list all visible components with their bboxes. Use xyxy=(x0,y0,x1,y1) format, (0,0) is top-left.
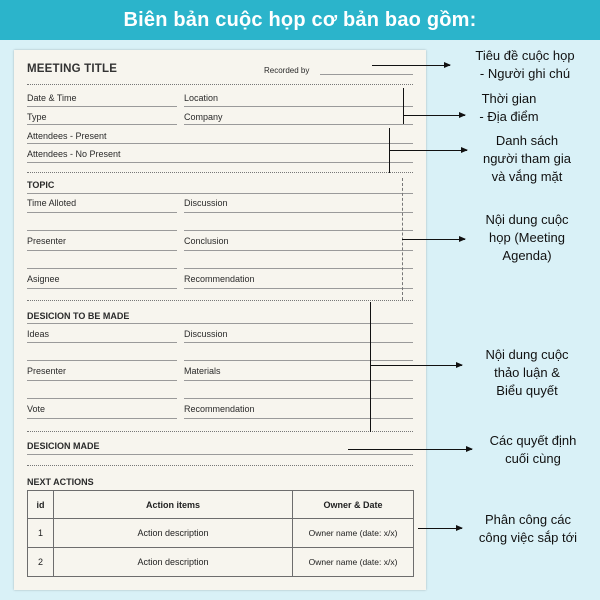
field-line xyxy=(184,342,413,343)
table-header-action-items: Action items xyxy=(54,491,293,519)
field-line xyxy=(27,360,177,361)
field-line xyxy=(27,418,177,419)
table-header-owner-date: Owner & Date xyxy=(293,491,414,519)
annotation-line: Nội dung cuộc xyxy=(485,347,569,362)
annotation-line: họp (Meeting xyxy=(489,230,565,245)
field-line xyxy=(27,162,413,163)
annotation-line: Phân công các xyxy=(484,512,571,527)
divider xyxy=(27,431,413,432)
time-alloted-label: Time Alloted xyxy=(27,198,77,208)
field-line xyxy=(184,230,413,231)
field-line xyxy=(184,288,413,289)
topic-heading: TOPIC xyxy=(27,180,55,190)
annotation-agenda xyxy=(462,211,592,265)
field-line xyxy=(27,212,177,213)
field-line xyxy=(27,143,413,144)
recorded-by-line xyxy=(320,74,413,75)
field-line xyxy=(27,268,177,269)
arrow-agenda xyxy=(402,239,465,240)
annotation-line: và vắng mặt xyxy=(491,169,563,184)
decision-to-be-made-heading: DESICION TO BE MADE xyxy=(27,311,130,321)
annotation-line: Thời gian xyxy=(481,91,537,106)
divider xyxy=(27,300,413,301)
table-cell-owner: Owner name (date: x/x) xyxy=(293,548,414,577)
divider xyxy=(27,465,413,466)
annotation-line: - Người ghi chú xyxy=(479,66,571,81)
arrow-decision-made xyxy=(348,449,472,450)
annotation-line: công việc sắp tới xyxy=(478,530,578,545)
table-row xyxy=(28,548,414,577)
next-actions-heading: NEXT ACTIONS xyxy=(27,477,94,487)
discussion-label: Discussion xyxy=(184,198,228,208)
table-cell-owner: Owner name (date: x/x) xyxy=(293,519,414,548)
divider xyxy=(27,172,413,173)
annotation-final-decisions xyxy=(468,432,598,468)
table-header-id: id xyxy=(28,491,54,519)
recommendation-label: Recommendation xyxy=(184,274,255,284)
field-line xyxy=(27,288,177,289)
date-time-label: Date & Time xyxy=(27,93,77,103)
arrow-discussion-vote xyxy=(370,365,462,366)
recommendation-label-2: Recommendation xyxy=(184,404,255,414)
field-line xyxy=(184,268,413,269)
annotation-line: Biểu quyết xyxy=(496,383,558,398)
next-actions-table xyxy=(27,490,414,577)
page-heading: Biên bản cuộc họp cơ bản bao gồm: xyxy=(0,0,600,40)
arrow-time-location xyxy=(403,115,465,116)
field-line xyxy=(27,380,177,381)
annotation-line: - Địa điểm xyxy=(479,109,539,124)
asignee-label: Asignee xyxy=(27,274,60,284)
annotation-attendees xyxy=(462,132,592,186)
meeting-title-label: MEETING TITLE xyxy=(27,63,118,75)
bracket-discussion-vote xyxy=(370,302,371,432)
annotation-time-location xyxy=(462,90,556,126)
arrow-next-actions xyxy=(418,528,462,529)
annotation-line: Tiêu đề cuộc họp xyxy=(475,48,575,63)
field-line xyxy=(27,124,177,125)
annotation-line: Danh sách xyxy=(495,133,559,148)
field-line xyxy=(184,418,413,419)
field-line xyxy=(27,250,177,251)
field-line xyxy=(184,106,413,107)
decision-made-heading: DESICION MADE xyxy=(27,441,100,451)
table-cell-action: Action description xyxy=(54,519,293,548)
bracket-time-location xyxy=(403,88,404,124)
annotation-line: thảo luận & xyxy=(494,365,560,380)
table-cell-id: 2 xyxy=(28,548,54,577)
materials-label: Materials xyxy=(184,366,221,376)
attendees-present-label: Attendees - Present xyxy=(27,131,107,141)
location-label: Location xyxy=(184,93,219,103)
annotation-title-recorder xyxy=(452,47,598,83)
field-line xyxy=(184,398,413,399)
annotation-discussion-vote xyxy=(462,346,592,400)
annotation-line: Agenda) xyxy=(502,248,552,263)
annotation-line: cuối cùng xyxy=(505,451,561,466)
field-line xyxy=(27,342,177,343)
field-line xyxy=(27,230,177,231)
vote-label: Vote xyxy=(27,404,46,414)
field-line xyxy=(27,323,413,324)
divider xyxy=(27,84,413,85)
type-label: Type xyxy=(27,112,47,122)
presenter-label: Presenter xyxy=(27,236,67,246)
attendees-absent-label: Attendees - No Present xyxy=(27,149,121,159)
annotation-line: Các quyết định xyxy=(489,433,577,448)
field-line xyxy=(27,454,413,455)
arrow-title xyxy=(372,65,450,66)
field-line xyxy=(184,360,413,361)
annotation-next-actions xyxy=(460,511,596,547)
table-cell-action: Action description xyxy=(54,548,293,577)
ideas-label: Ideas xyxy=(27,329,50,339)
field-line xyxy=(184,212,413,213)
field-line xyxy=(184,124,413,125)
company-label: Company xyxy=(184,112,223,122)
field-line xyxy=(27,106,177,107)
discussion-label-2: Discussion xyxy=(184,329,228,339)
field-line xyxy=(184,250,413,251)
conclusion-label: Conclusion xyxy=(184,236,229,246)
field-line xyxy=(184,380,413,381)
annotation-line: người tham gia xyxy=(482,151,572,166)
field-line xyxy=(27,398,177,399)
table-row xyxy=(28,519,414,548)
table-header-row xyxy=(28,491,414,519)
recorded-by-label: Recorded by xyxy=(264,66,310,75)
field-line xyxy=(27,193,413,194)
presenter-label-2: Presenter xyxy=(27,366,67,376)
table-cell-id: 1 xyxy=(28,519,54,548)
annotation-line: Nội dung cuộc xyxy=(485,212,569,227)
arrow-attendees xyxy=(389,150,467,151)
